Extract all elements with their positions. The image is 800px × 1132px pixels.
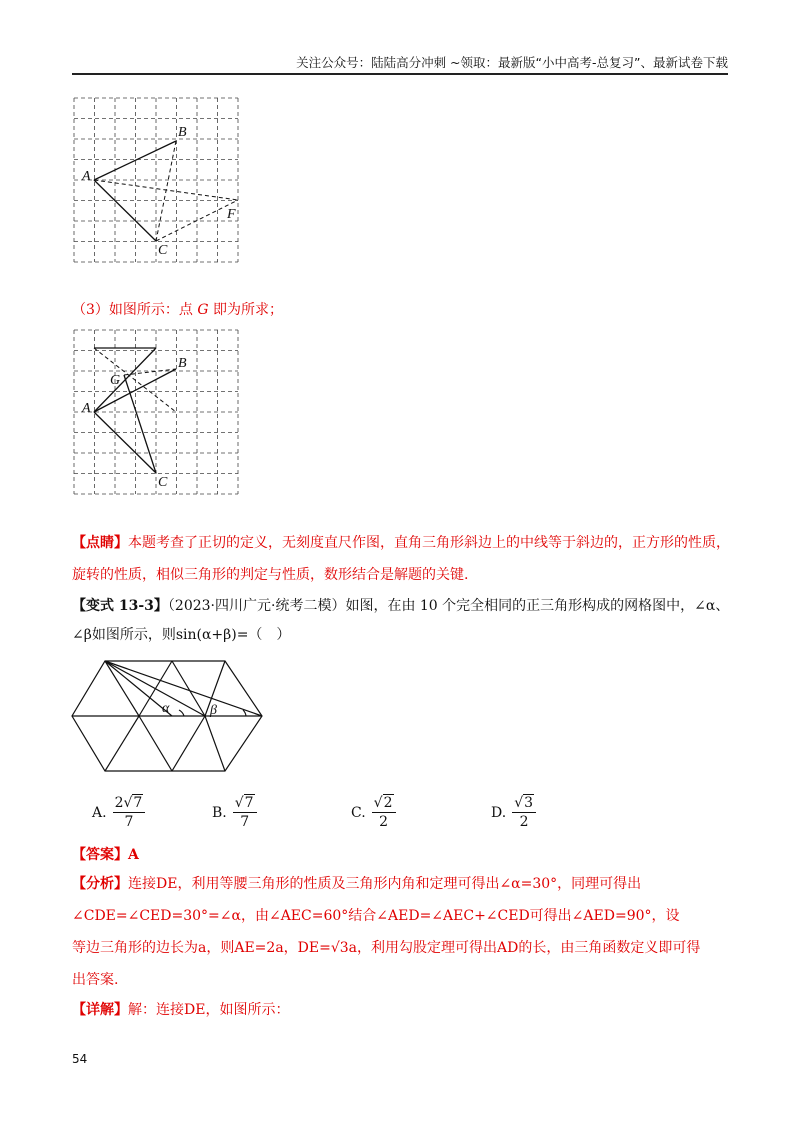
analysis-line-3: 等边三角形的边长为a，则AE=2a，DE=√3a，利用勾股定理可得出AD的长，由三角函数定义即可得 [72, 940, 701, 956]
option-c[interactable]: C. $\frac{√2}{2}$ [351, 794, 396, 831]
variant-line-2: ∠β如图所示，则sin(α+β)=（ ） [72, 627, 291, 643]
angle-label-alpha: α [162, 701, 170, 716]
point-label-F: F [227, 207, 236, 222]
variant-line-1: 【变式 13-3】（2023·四川广元·统考二模）如图，在由 10 个完全相同的正三角形构成的网格图中，∠α、 [72, 598, 730, 614]
option-d[interactable]: D. $\frac{√3}{2}$ [491, 794, 536, 831]
option-a[interactable]: A. $\frac{2√7}{7}$ [92, 794, 145, 831]
point-label-C: C [158, 243, 168, 258]
point-label-C: C [158, 475, 168, 490]
angle-label-beta: β [210, 703, 217, 718]
analysis-line-4: 出答案. [72, 972, 119, 988]
triangle-grid-figure [68, 656, 268, 776]
part3-statement: （3）如图所示：点 G 即为所求； [72, 302, 283, 318]
page-number: 54 [72, 1052, 88, 1066]
point-label-G: G [110, 373, 121, 388]
option-b[interactable]: B. $\frac{√7}{7}$ [212, 794, 257, 831]
grid-figure-2 [72, 328, 242, 498]
answer-line: 【答案】A [72, 847, 139, 863]
point-label-B: B [178, 125, 187, 140]
grid-figure-1 [72, 96, 242, 266]
comment-line-1: 【点睛】本题考查了正切的定义，无刻度直尺作图，直角三角形斜边上的中线等于斜边的，正方形的性质， [72, 535, 730, 551]
page-header: 关注公众号：陆陆高分冲刺 ~领取：最新版“小中高考-总复习”、最新试卷下载 [72, 53, 728, 75]
point-label-A: A [82, 169, 91, 184]
analysis-line-2: ∠CDE=∠CED=30°=∠α，由∠AEC=60°结合∠AED=∠AEC+∠CED可得出∠AED=90°，设 [72, 908, 680, 924]
point-label-B: B [178, 356, 187, 371]
analysis-line-1: 【分析】连接DE，利用等腰三角形的性质及三角形内角和定理可得出∠α=30°，同理可得出 [72, 876, 642, 892]
detail-line: 【详解】解：连接DE，如图所示： [72, 1002, 290, 1018]
point-label-A: A [82, 401, 91, 416]
comment-line-2: 旋转的性质，相似三角形的判定与性质，数形结合是解题的关键. [72, 567, 469, 583]
